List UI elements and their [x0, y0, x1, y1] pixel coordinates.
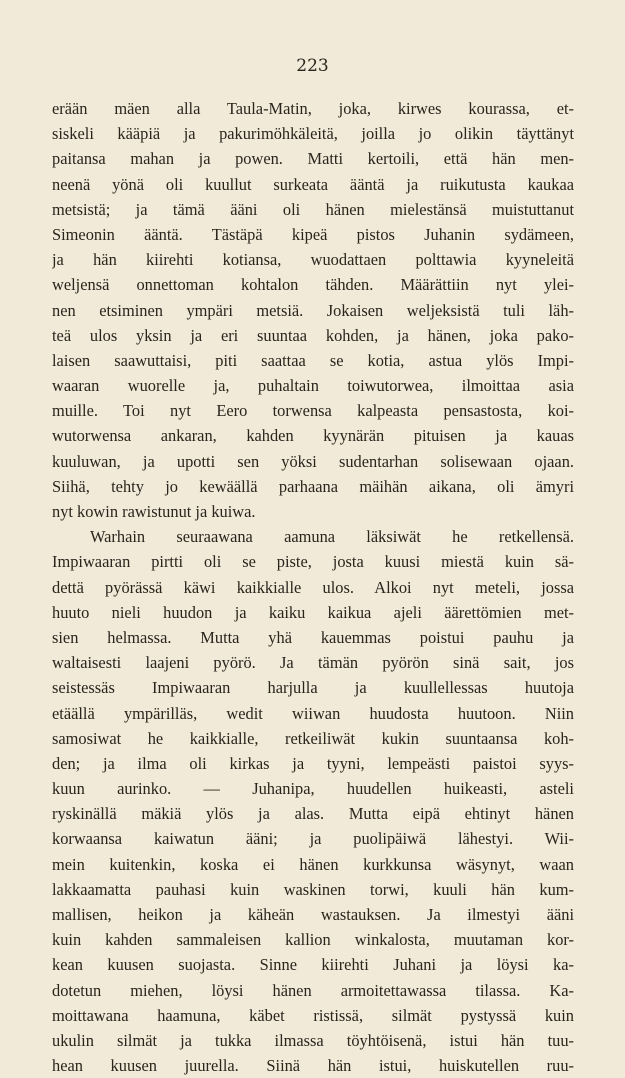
text-line: waltaisesti laajeni pyörö. Ja tämän pyörön sinä sait, jos	[52, 653, 574, 673]
text-line: den; ja ilma oli kirkas ja tyyni, lempeästi paistoi syys-	[52, 753, 574, 773]
text-line: Impiwaaran pirtti oli se piste, josta kuusi miestä kuin sä-	[52, 552, 574, 572]
text-line: kuun aurinko. — Juhanipa, huudellen huikeasti, asteli	[52, 779, 574, 799]
text-line: siskeli kääpiä ja pakurimöhkäleitä, joilla jo olikin täyttänyt	[52, 124, 574, 144]
text-line: mein kuitenkin, koska ei hänen kurkkunsa wäsynyt, waan	[52, 854, 574, 874]
text-line: lakkaamatta pauhasi kuin waskinen torwi, kuuli hän kum-	[52, 879, 574, 899]
text-line: etäällä ympärilläs, wedit wiiwan huudosta huutoon. Niin	[52, 703, 574, 723]
text-line: wutorwensa ankaran, kahden kyynärän pituisen ja kauas	[52, 426, 574, 446]
text-line: paitansa mahan ja powen. Matti kertoili, että hän men-	[52, 149, 574, 169]
text-line: neenä yönä oli kuullut surkeata ääntä ja ruikutusta kaukaa	[52, 174, 574, 194]
text-line: kuuluwan, ja upotti sen yöksi sudentarhan solisewaan ojaan.	[52, 451, 574, 471]
text-line: kean kuusen suojasta. Sinne kiirehti Juhani ja löysi ka-	[52, 955, 574, 975]
text-line: ukulin silmät ja tukka ilmassa töyhtöisenä, istui hän tuu-	[52, 1030, 574, 1050]
text-line: hean kuusen juurella. Siinä hän istui, huiskutellen ruu-	[52, 1056, 574, 1076]
text-line: nyt kowin rawistunut ja kuiwa.	[52, 502, 256, 521]
text-line: erään mäen alla Taula-Matin, joka, kirwes kourassa, et-	[52, 99, 574, 118]
text-line: sien helmassa. Mutta yhä kauemmas poistui pauhu ja	[52, 627, 574, 647]
text-line: ja hän kiirehti kotiansa, wuodattaen polttawia kyyneleitä	[52, 250, 574, 270]
text-line: dettä pyörässä käwi kaikkialle ulos. Alkoi nyt meteli, jossa	[52, 577, 574, 597]
text-line: laisen saawuttaisi, piti saattaa se kotia, astua ylös Impi-	[52, 350, 574, 370]
text-line: korwaansa kaiwatun ääni; ja puolipäiwä lähestyi. Wii-	[52, 829, 574, 849]
text-line: huuto nieli huudon ja kaiku kaikua ajeli äärettömien met-	[52, 602, 574, 622]
text-line: dotetun miehen, löysi hänen armoitettawassa tilassa. Ka-	[52, 980, 574, 1000]
text-line: mallisen, heikon ja käheän wastauksen. Ja ilmestyi ääni	[52, 905, 574, 924]
text-line: weljensä onnettoman kohtalon tähden. Määrättiin nyt ylei-	[52, 275, 574, 295]
text-line: metsistä; ja tämä ääni oli hänen mielestänsä muistuttanut	[52, 199, 574, 219]
text-line: teä ulos yksin ja eri suuntaa kohden, ja hänen, joka pako-	[52, 325, 574, 345]
text-line: Warhain seuraawana aamuna läksiwät he retkellensä.	[90, 527, 574, 547]
text-line: Siihä, tehty jo kewäällä parhaana mäihän aikana, oli ämyri	[52, 476, 574, 496]
text-line: seistessäs Impiwaaran harjulla ja kuullellessas huutoja	[52, 678, 574, 698]
text-line: kuin kahden sammaleisen kallion winkalosta, muutaman kor-	[52, 930, 574, 950]
text-line: nen etsiminen ympäri metsiä. Jokaisen weljeksistä tuli läh-	[52, 300, 574, 320]
page-number: 223	[296, 56, 329, 76]
text-line: Simeonin ääntä. Tästäpä kipeä pistos Juhanin sydämeen,	[52, 224, 574, 244]
text-line: muille. Toi nyt Eero torwensa kalpeasta pensastosta, koi-	[52, 401, 574, 421]
text-line: samosiwat he kaikkialle, retkeiliwät kukin suuntaansa koh-	[52, 728, 574, 748]
text-line: moittawana haamuna, käbet ristissä, silmät pystyssä kuin	[52, 1005, 574, 1025]
text-line: ryskinällä mäkiä ylös ja alas. Mutta eipä ehtinyt hänen	[52, 804, 574, 824]
text-line: waaran wuorelle ja, puhaltain toiwutorwea, ilmoittaa asia	[52, 376, 574, 396]
body-text	[52, 96, 574, 1078]
